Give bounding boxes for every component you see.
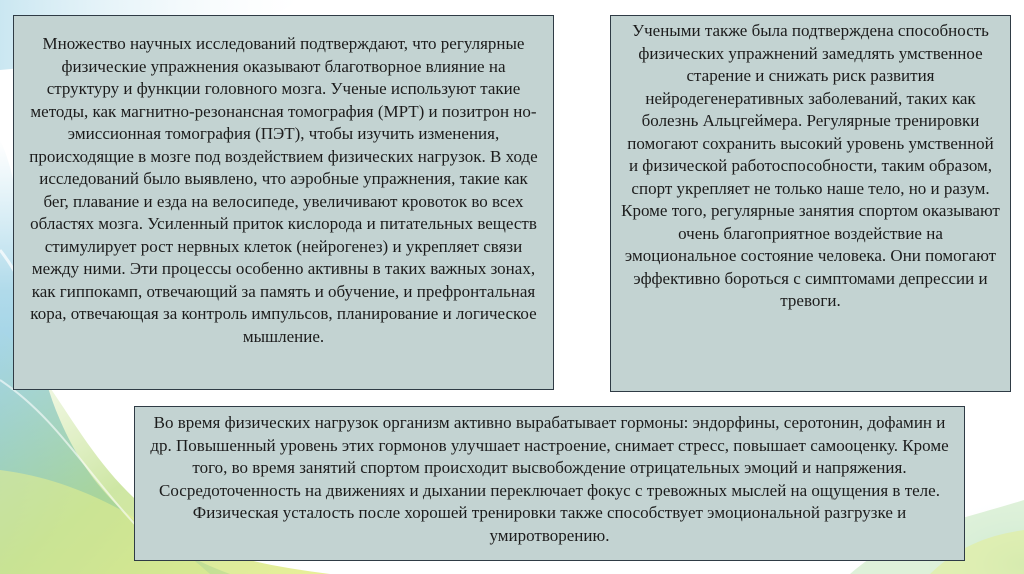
left-text-block [13, 15, 554, 390]
left-text: Множество научных исследований подтверждают, что регулярные физические упражнения оказывают благотворное влияние на структуру и функции головного мозга. Ученые используют такие методы, как магнитно-резонансная томография (МРТ) и позитрон но-эмиссионная томография (ПЭТ), чтобы изучить изменения, происходящие в мозге под воздействием физических нагрузок. В ходе исследований было выявлено, что аэробные упражнения, такие как бег, плавание и езда на велосипеде, увеличивают кровоток во всех областях мозга. Усиленный приток кислорода и питательных веществ стимулирует рост нервных клеток (нейрогенез) и укрепляет связи между ними. Эти процессы особенно активны в таких важных зонах, как гиппокамп, отвечающий за память и обучение, и префронтальная кора, отвечающая за контроль импульсов, планирование и логическое мышление. [29, 34, 538, 346]
right-text-block [610, 15, 1011, 392]
bottom-text-block [134, 406, 965, 561]
bottom-text: Во время физических нагрузок организм активно вырабатывает гормоны: эндорфины, серотонин, дофамин и др. Повышенный уровень этих гормонов улучшает настроение, снимает стресс, повышает самооценку. Кроме того, во время занятий спортом происходит высвобождение отрицательных эмоций и напряжения. Сосредоточенность на движениях и дыхании переключает фокус с тревожных мыслей на ощущения в теле. Физическая усталость после хорошей тренировки также способствует эмоциональной разгрузке и умиротворению. [150, 413, 949, 545]
right-text: Учеными также была подтверждена способность физических упражнений замедлять умственное старение и снижать риск развития нейродегенеративных заболеваний, таких как болезнь Альцгеймера. Регулярные тренировки помогают сохранить высокий уровень умственной и физической работоспособности, таким образом, спорт укрепляет не только наше тело, но и разум. Кроме того, регулярные занятия спортом оказывают очень благоприятное воздействие на эмоциональное состояние человека. Они помогают эффективно бороться с симптомами депрессии и тревоги. [621, 21, 1000, 310]
